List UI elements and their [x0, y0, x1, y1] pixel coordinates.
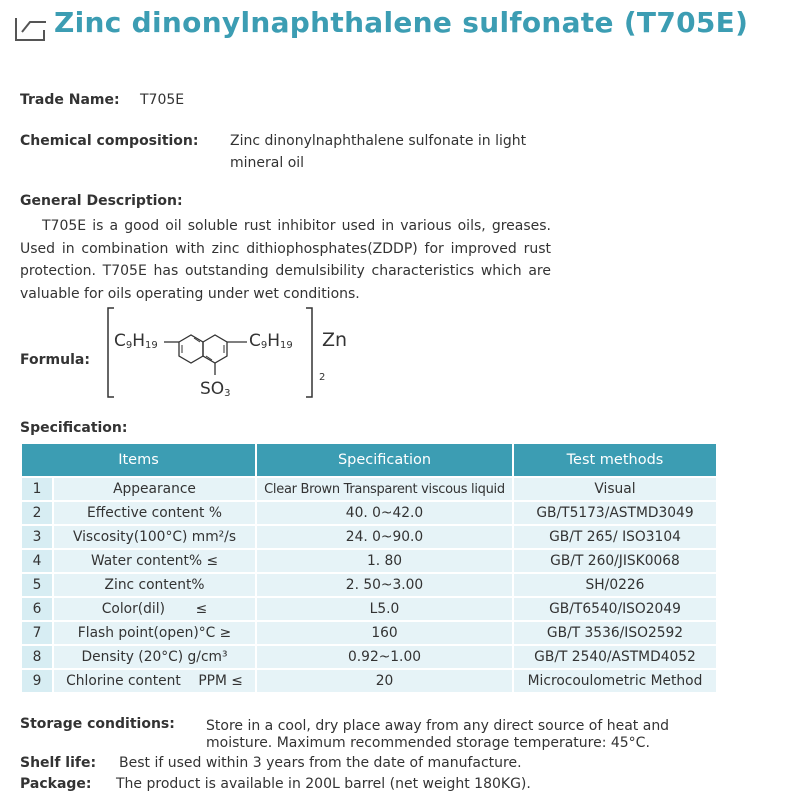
- chemical-composition-label: Chemical composition:: [20, 133, 199, 149]
- spec-cell: 1. 80: [256, 549, 513, 573]
- general-description-text: T705E is a good oil soluble rust inhibitor used in various oils, greases. Used in combination with zinc dithiophosphates(ZDDP) for improved rust protection. T705E has outstanding demulsibility characteristics which are valuable for oils operating under wet conditions.: [20, 218, 551, 302]
- column-header-specification: Specification: [256, 443, 513, 477]
- item-cell: Effective content %: [53, 501, 256, 525]
- item-cell: Color(dil) ≤: [53, 597, 256, 621]
- specification-table: [20, 442, 718, 694]
- method-cell: SH/0226: [513, 573, 717, 597]
- package-value: The product is available in 200L barrel (net weight 180KG).: [116, 776, 531, 792]
- table-row: [21, 549, 717, 573]
- method-cell: GB/T 265/ ISO3104: [513, 525, 717, 549]
- bracket-subscript: 2: [319, 372, 326, 383]
- row-number: 3: [21, 525, 53, 549]
- item-cell: Flash point(open)°C ≥: [53, 621, 256, 645]
- spec-cell: 24. 0~90.0: [256, 525, 513, 549]
- trade-name-label: Trade Name:: [20, 92, 120, 108]
- table-row: [21, 477, 717, 501]
- item-cell: Chlorine content PPM ≤: [53, 669, 256, 693]
- item-cell: Viscosity(100°C) mm²/s: [53, 525, 256, 549]
- sulfonate-group: SO3: [200, 379, 231, 399]
- spec-cell: 2. 50~3.00: [256, 573, 513, 597]
- storage-label: Storage conditions:: [20, 716, 175, 732]
- row-number: 1: [21, 477, 53, 501]
- spec-cell: 40. 0~42.0: [256, 501, 513, 525]
- structural-formula-diagram: [100, 305, 370, 405]
- method-cell: Microcoulometric Method: [513, 669, 717, 693]
- method-cell: Visual: [513, 477, 717, 501]
- column-header-test-methods: Test methods: [513, 443, 717, 477]
- table-row: [21, 621, 717, 645]
- spec-cell: 160: [256, 621, 513, 645]
- chemical-composition-line2: mineral oil: [230, 155, 305, 171]
- shelf-life-label: Shelf life:: [20, 755, 97, 771]
- table-row: [21, 597, 717, 621]
- table-row: [21, 525, 717, 549]
- general-description-label: General Description:: [20, 193, 183, 209]
- table-row: [21, 573, 717, 597]
- spec-cell: 20: [256, 669, 513, 693]
- storage-line1: Store in a cool, dry place away from any direct source of heat and: [206, 718, 670, 734]
- method-cell: GB/T 3536/ISO2592: [513, 621, 717, 645]
- spec-cell: L5.0: [256, 597, 513, 621]
- item-cell: Appearance: [53, 477, 256, 501]
- row-number: 7: [21, 621, 53, 645]
- row-number: 2: [21, 501, 53, 525]
- shelf-life-value: Best if used within 3 years from the date of manufacture.: [119, 755, 522, 771]
- row-number: 6: [21, 597, 53, 621]
- left-bracket: [108, 308, 114, 397]
- right-bracket: [306, 308, 312, 397]
- storage-line2: moisture. Maximum recommended storage temperature: 45°C.: [206, 735, 650, 751]
- method-cell: GB/T6540/ISO2049: [513, 597, 717, 621]
- corner-bracket-logo-icon: [14, 10, 48, 42]
- spec-cell: 0.92~1.00: [256, 645, 513, 669]
- method-cell: GB/T5173/ASTMD3049: [513, 501, 717, 525]
- row-number: 8: [21, 645, 53, 669]
- right-alkyl-group: C9H19: [249, 331, 293, 351]
- method-cell: GB/T 260/JISK0068: [513, 549, 717, 573]
- table-row: [21, 645, 717, 669]
- naphthalene-left-ring: [179, 335, 203, 363]
- zinc-symbol: Zn: [322, 329, 348, 351]
- naphthalene-right-ring: [203, 335, 227, 363]
- item-cell: Water content% ≤: [53, 549, 256, 573]
- table-header-row: [21, 443, 717, 477]
- row-number: 5: [21, 573, 53, 597]
- formula-label: Formula:: [20, 352, 90, 368]
- item-cell: Density (20°C) g/cm³: [53, 645, 256, 669]
- chemical-composition-line1: Zinc dinonylnaphthalene sulfonate in light: [230, 133, 527, 149]
- row-number: 9: [21, 669, 53, 693]
- spec-cell: Clear Brown Transparent viscous liquid: [256, 477, 513, 501]
- table-row: [21, 669, 717, 693]
- page-title: Zinc dinonylnaphthalene sulfonate (T705E): [54, 6, 749, 39]
- item-cell: Zinc content%: [53, 573, 256, 597]
- left-alkyl-group: C9H19: [114, 331, 158, 351]
- table-row: [21, 501, 717, 525]
- package-label: Package:: [20, 776, 92, 792]
- method-cell: GB/T 2540/ASTMD4052: [513, 645, 717, 669]
- trade-name-value: T705E: [140, 92, 185, 108]
- column-header-items: Items: [21, 443, 256, 477]
- row-number: 4: [21, 549, 53, 573]
- specification-label: Specification:: [20, 420, 128, 436]
